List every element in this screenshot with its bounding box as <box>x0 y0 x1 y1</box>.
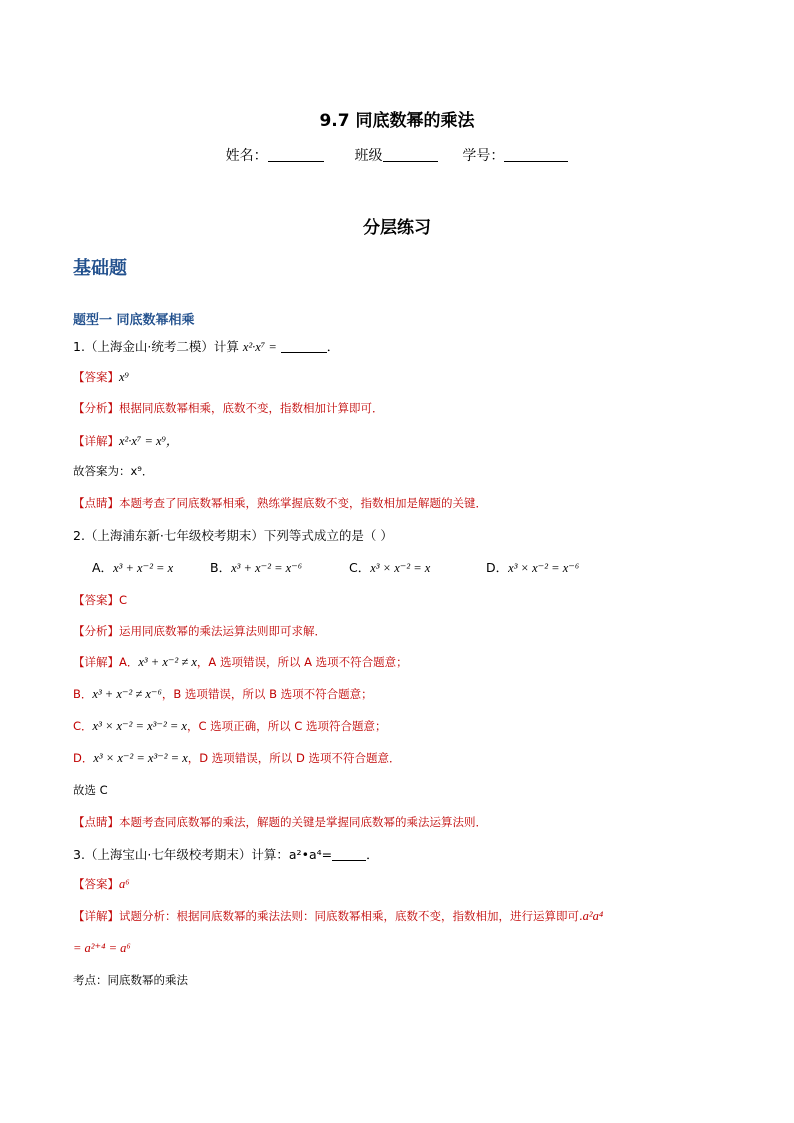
detail-expr: x³ × x⁻² = x³⁻² = x <box>92 719 187 733</box>
class-label: 班级 <box>354 148 383 164</box>
question-3-detail-continued <box>73 940 131 956</box>
option-d-label: D． <box>486 560 509 575</box>
option-a-label: A． <box>92 560 114 575</box>
detail-expr: x³ × x⁻² = x³⁻² = x <box>93 751 188 765</box>
option-d[interactable] <box>486 558 579 576</box>
question-2-analysis <box>73 623 326 639</box>
option-c-label: C． <box>349 560 371 575</box>
option-b-label: B． <box>210 560 232 575</box>
option-c[interactable] <box>349 558 430 576</box>
detail-lead: B． <box>73 687 93 701</box>
detail-tag: 【详解】 <box>73 434 119 448</box>
page-title: 9.7 同底数幂的乘法 <box>319 111 475 131</box>
detail-expr: x³ + x⁻² ≠ x⁻⁶ <box>92 687 162 701</box>
question-1-blank[interactable] <box>281 340 327 353</box>
question-3-suffix: ． <box>366 847 379 862</box>
question-1-expr: x²·x⁷ = <box>242 340 277 354</box>
detail-text: 试题分析：根据同底数幂的乘法法则：同底数幂相乘，底数不变，指数相加，进行运算即可. <box>119 909 583 923</box>
question-3-stem <box>73 845 379 863</box>
student-info-row <box>0 145 794 165</box>
id-field[interactable] <box>504 147 568 162</box>
detail-text: ，C 选项正确，所以 C 选项符合题意； <box>186 719 387 733</box>
detail-lead: C． <box>73 719 93 733</box>
answer-value: C <box>119 593 128 607</box>
comment-tag: 【点睛】 <box>73 815 119 829</box>
option-b[interactable] <box>210 558 302 576</box>
detail-text: ，B 选项错误，所以 B 选项不符合题意； <box>161 687 373 701</box>
question-2-detail-a <box>73 654 408 670</box>
question-3-detail <box>73 908 603 924</box>
question-3-answer <box>73 876 130 892</box>
comment-text: 本题考查同底数幂的乘法，解题的关键是掌握同底数幂的乘法运算法则． <box>119 815 487 829</box>
option-a-expr: x³ + x⁻² = x <box>113 561 174 575</box>
question-2-detail-b <box>73 686 373 702</box>
question-2-detail-d <box>73 750 400 766</box>
question-1-suffix: ． <box>326 339 340 354</box>
question-1-detail <box>73 431 178 449</box>
question-2-stem: 2.（上海浦东新·七年级校考期末）下列等式成立的是（ ） <box>73 528 393 543</box>
option-a[interactable] <box>92 558 173 576</box>
question-1-stem <box>73 337 339 355</box>
detail-text: ，D 选项错误，所以 D 选项不符合题意． <box>187 751 401 765</box>
analysis-tag: 【分析】 <box>73 624 119 638</box>
detail-expr: x³ + x⁻² ≠ x <box>138 655 197 669</box>
answer-expr: a⁶ <box>119 877 130 891</box>
comment-text: 本题考查了同底数幂相乘，熟练掌握底数不变，指数相加是解题的关键． <box>119 496 487 510</box>
detail-expr: x²·x⁷ = x⁹， <box>119 434 179 448</box>
id-label: 学号： <box>462 148 505 164</box>
question-2-answer <box>73 592 127 608</box>
answer-tag: 【答案】 <box>73 593 119 607</box>
detail-text: ，A 选项错误，所以 A 选项不符合题意； <box>196 655 408 669</box>
question-2-conclusion: 故选 C <box>73 783 108 797</box>
question-type-heading: 题型一 同底数幂相乘 <box>73 313 195 328</box>
analysis-tag: 【分析】 <box>73 401 119 415</box>
option-c-expr: x³ × x⁻² = x <box>370 561 431 575</box>
detail-lead: D． <box>73 751 94 765</box>
detail-expr-continued: = a²⁺⁴ = a⁶ <box>73 941 131 955</box>
answer-tag: 【答案】 <box>73 877 119 891</box>
name-field[interactable] <box>268 147 324 162</box>
analysis-text: 根据同底数幂相乘，底数不变，指数相加计算即可． <box>119 401 384 415</box>
question-2-comment <box>73 814 487 830</box>
question-1-prefix: 1.（上海金山·统考二模）计算 <box>73 339 239 354</box>
class-field[interactable] <box>383 147 438 162</box>
detail-tag: 【详解】 <box>73 655 119 669</box>
question-1-answer <box>73 369 129 385</box>
question-2-detail-c <box>73 718 387 734</box>
option-b-expr: x³ + x⁻² = x⁻⁶ <box>231 561 303 575</box>
section-title: 分层练习 <box>363 218 431 238</box>
question-3-blank[interactable] <box>332 848 366 861</box>
question-1-analysis <box>73 400 384 416</box>
name-label: 姓名： <box>225 148 268 164</box>
analysis-text: 运用同底数幂的乘法运算法则即可求解． <box>119 624 326 638</box>
question-3-note: 考点：同底数幂的乘法 <box>73 973 188 987</box>
detail-lead: A． <box>119 655 139 669</box>
answer-expr: x⁹ <box>119 370 129 384</box>
answer-tag: 【答案】 <box>73 370 119 384</box>
option-d-expr: x³ × x⁻² = x⁻⁶ <box>508 561 580 575</box>
level-title: 基础题 <box>73 258 127 279</box>
detail-tag: 【详解】 <box>73 909 119 923</box>
question-1-comment <box>73 495 487 511</box>
question-1-conclusion: 故答案为：x⁹． <box>73 464 154 478</box>
question-3-text: 3.（上海宝山·七年级校考期末）计算：a²•a⁴= <box>73 847 333 862</box>
comment-tag: 【点睛】 <box>73 496 119 510</box>
detail-expr: a²a⁴ <box>582 909 604 923</box>
